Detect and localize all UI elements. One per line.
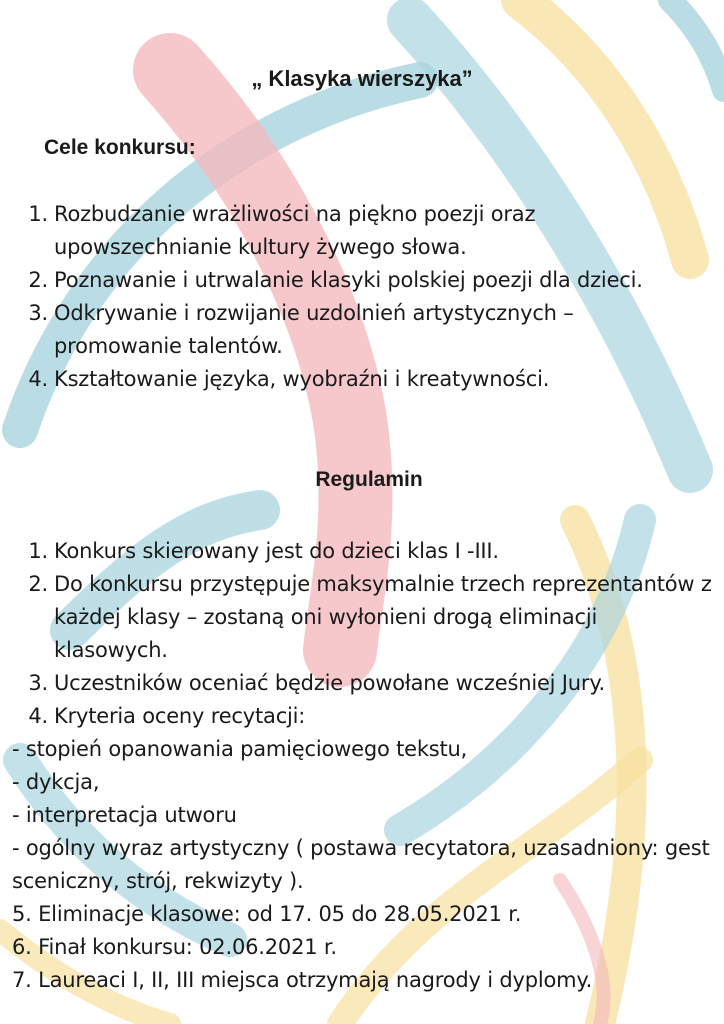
criteria-and-dates [12,733,716,997]
list-item: 4. Kształtowanie języka, wyobraźni i kreatywności. [28,367,550,391]
list-item: 2. Poznawanie i utrwalanie klasyki polskiej poezji dla dzieci. [28,268,643,292]
list-item: 3. Uczestników oceniać będzie powołane wcześniej Jury. [28,671,606,695]
text-line: - ogólny wyraz artystyczny ( postawa recytatora, uzasadniony: gest sceniczny, strój, rekwizyty ). [12,836,710,893]
list-item: 2. Do konkursu przystępuje maksymalnie trzech reprezentantów z każdej klasy – zostaną oni wyłonieni drogą eliminacji klasowych. [28,572,712,662]
goals-list [0,198,700,396]
rules-heading: Regulamin [315,468,423,491]
list-item: 4. Kryteria oceny recytacji: [28,704,306,728]
list-item: 3. Odkrywanie i rozwijanie uzdolnień artystycznych – promowanie talentów. [28,301,574,358]
list-item: 1. Rozbudzanie wrażliwości na piękno poezji oraz upowszechnianie kultury żywego słowa. [28,202,536,259]
rules-list [0,535,712,733]
text-line: - stopień opanowania pamięciowego tekstu, [12,737,468,761]
list-item: 1. Konkurs skierowany jest do dzieci klas I -III. [28,539,499,563]
text-line: 5. Eliminacje klasowe: od 17. 05 do 28.05.2021 r. [12,902,522,926]
text-line: 7. Laureaci I, II, III miejsca otrzymają nagrody i dyplomy. [12,968,593,992]
goals-heading: Cele konkursu: [44,136,196,159]
text-line: 6. Finał konkursu: 02.06.2021 r. [12,935,337,959]
document-title: „ Klasyka wierszyka” [251,66,473,91]
text-line: - dykcja, [12,770,100,794]
text-line: - interpretacja utworu [12,803,237,827]
